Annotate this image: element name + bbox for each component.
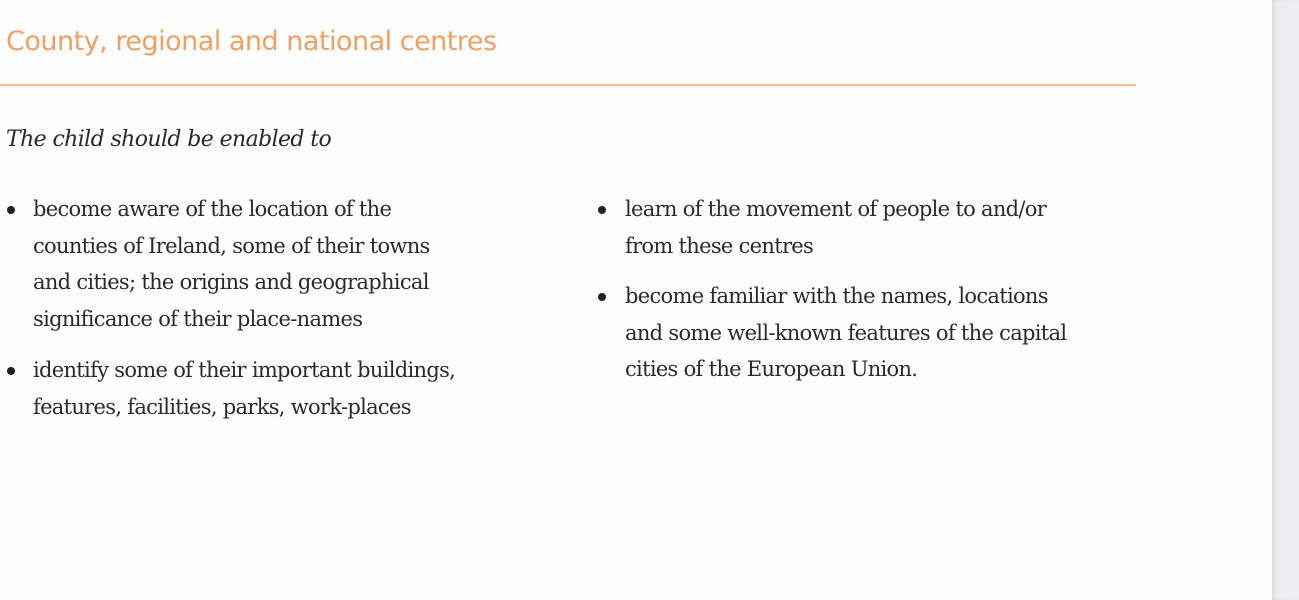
bullet-icon <box>598 293 606 301</box>
list-item-line: from these centres <box>625 233 814 258</box>
bullet-icon <box>7 206 15 214</box>
list-item-line: identify some of their important buildings, <box>33 358 456 382</box>
list-item-line: significance of their place-names <box>33 306 363 331</box>
list-item-line: learn of the movement of people to and/or <box>625 197 1047 221</box>
intro-text: The child should be enabled to <box>6 127 332 152</box>
bullet-icon <box>7 367 15 375</box>
list-item-line: and cities; the origins and geographical <box>33 270 429 294</box>
list-item-line: features, facilities, parks, work-places <box>33 394 411 419</box>
left-item-1 <box>33 191 430 337</box>
list-item-line: counties of Ireland, some of their towns <box>33 233 430 258</box>
list-item-line: become familiar with the names, locations <box>625 284 1048 308</box>
viewer-scroll-gutter[interactable] <box>1272 0 1299 600</box>
right-item-1 <box>625 191 1046 264</box>
list-item-line: and some well-known features of the capital <box>625 320 1067 345</box>
left-item-2 <box>33 352 455 425</box>
list-item-line: become aware of the location of the <box>33 197 392 221</box>
list-item-line: cities of the European Union. <box>625 357 918 381</box>
title-divider <box>0 84 1136 86</box>
right-item-2 <box>625 278 1066 388</box>
bullet-icon <box>598 206 606 214</box>
section-title: County, regional and national centres <box>6 26 497 57</box>
